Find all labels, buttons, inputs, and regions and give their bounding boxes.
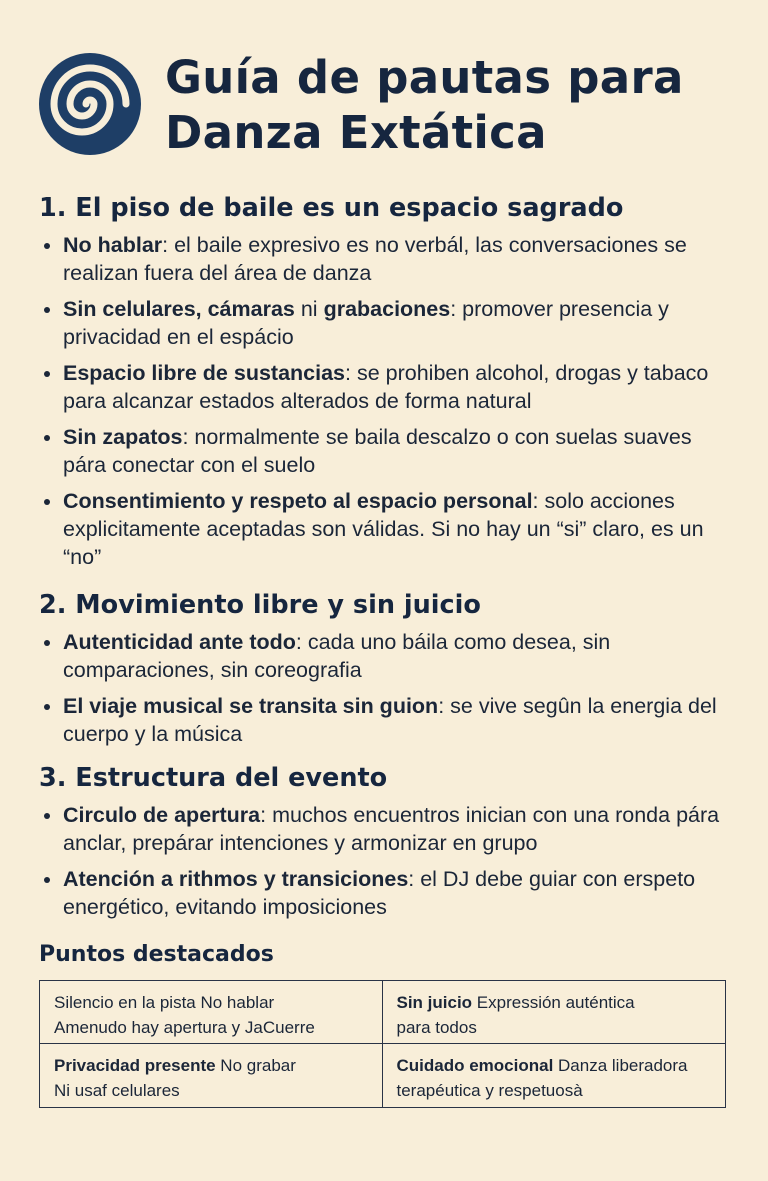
item-term: Consentimiento y respeto al espacio personal — [63, 489, 533, 513]
item-text: : se vive segûn la energia del cuerpo y la música — [63, 694, 717, 746]
section-estructura — [39, 763, 739, 929]
title-line-1: Guía de pautas para — [165, 51, 684, 104]
cell-line: Ni usaf celulares — [54, 1081, 180, 1100]
item-term: Espacio libre de sustancias — [63, 361, 346, 385]
highlight-cell — [383, 1044, 726, 1107]
header — [38, 50, 738, 170]
item-term: Sin celulares, cámaras — [63, 297, 295, 321]
list-item — [39, 231, 739, 287]
item-text: ni — [294, 297, 324, 321]
highlights-table — [39, 980, 726, 1108]
highlight-cell — [383, 981, 726, 1044]
item-text: : promover presencia y privacidad en el espácio — [63, 297, 669, 349]
item-text: : el baile expresivo es no verbál, las conversaciones se realizan fuera del área de danza — [63, 233, 687, 285]
item-term: Circulo de apertura — [63, 803, 261, 827]
list-item — [39, 865, 739, 921]
cell-term: Sin juicio — [396, 993, 473, 1012]
section-sagrado — [39, 193, 739, 579]
item-term: grabaciones — [323, 297, 451, 321]
section-heading: 2. Movimiento libre y sin juicio — [39, 590, 481, 620]
item-text: : cada uno báila como desea, sin comparaciones, sin coreografia — [63, 630, 611, 682]
cell-term: Cuidado emocional — [396, 1056, 554, 1075]
title-line-2: Danza Extática — [165, 106, 547, 159]
highlight-cell — [40, 1044, 383, 1107]
list-item — [39, 628, 739, 684]
cell-term: Privacidad presente — [54, 1056, 216, 1075]
item-term: Autenticidad ante todo — [63, 630, 296, 654]
list-item — [39, 692, 739, 748]
item-text: : muchos encuentros inician con una ronda pára anclar, prepárar intenciones y armonizar en grupo — [63, 803, 720, 855]
list-item — [39, 423, 739, 479]
item-text: : normalmente se baila descalzo o con suelas suaves pára conectar con el suelo — [63, 425, 692, 477]
list-item — [39, 295, 739, 351]
item-text: : se prohiben alcohol, drogas y tabaco para alcanzar estados alterados de forma natural — [63, 361, 709, 413]
cell-line: para todos — [396, 1018, 477, 1037]
spiral-logo-icon — [38, 52, 142, 156]
guideline-list — [39, 628, 739, 748]
list-item — [39, 801, 739, 857]
guideline-list — [39, 231, 739, 571]
item-term: Atención a rithmos y transiciones — [63, 867, 409, 891]
highlights-title: Puntos destacados — [39, 942, 274, 967]
item-term: El viaje musical se transita sin guion — [63, 694, 439, 718]
guideline-list — [39, 801, 739, 921]
item-text: : el DJ debe guiar con erspeto energético, evitando imposiciones — [63, 867, 696, 919]
cell-line: Amenudo hay apertura y JaCuerre — [54, 1018, 315, 1037]
item-text: : solo acciones explicitamente aceptadas son válidas. Si no hay un “si” claro, es un “no” — [63, 489, 704, 569]
cell-line: terapéutica y respetuosà — [396, 1081, 583, 1100]
item-term: No hablar — [63, 233, 163, 257]
list-item — [39, 487, 739, 571]
page-title — [165, 50, 684, 160]
cell-line: Expressión auténtica — [472, 993, 635, 1012]
section-heading: 1. El piso de baile es un espacio sagrado — [39, 193, 624, 223]
cell-line: No grabar — [215, 1056, 296, 1075]
cell-line: Silencio en la pista No hablar — [54, 993, 275, 1012]
list-item — [39, 359, 739, 415]
item-term: Sin zapatos — [63, 425, 183, 449]
cell-line: Danza liberadora — [553, 1056, 688, 1075]
section-movimiento — [39, 590, 739, 756]
section-heading: 3. Estructura del evento — [39, 763, 388, 793]
highlight-cell — [40, 981, 383, 1044]
